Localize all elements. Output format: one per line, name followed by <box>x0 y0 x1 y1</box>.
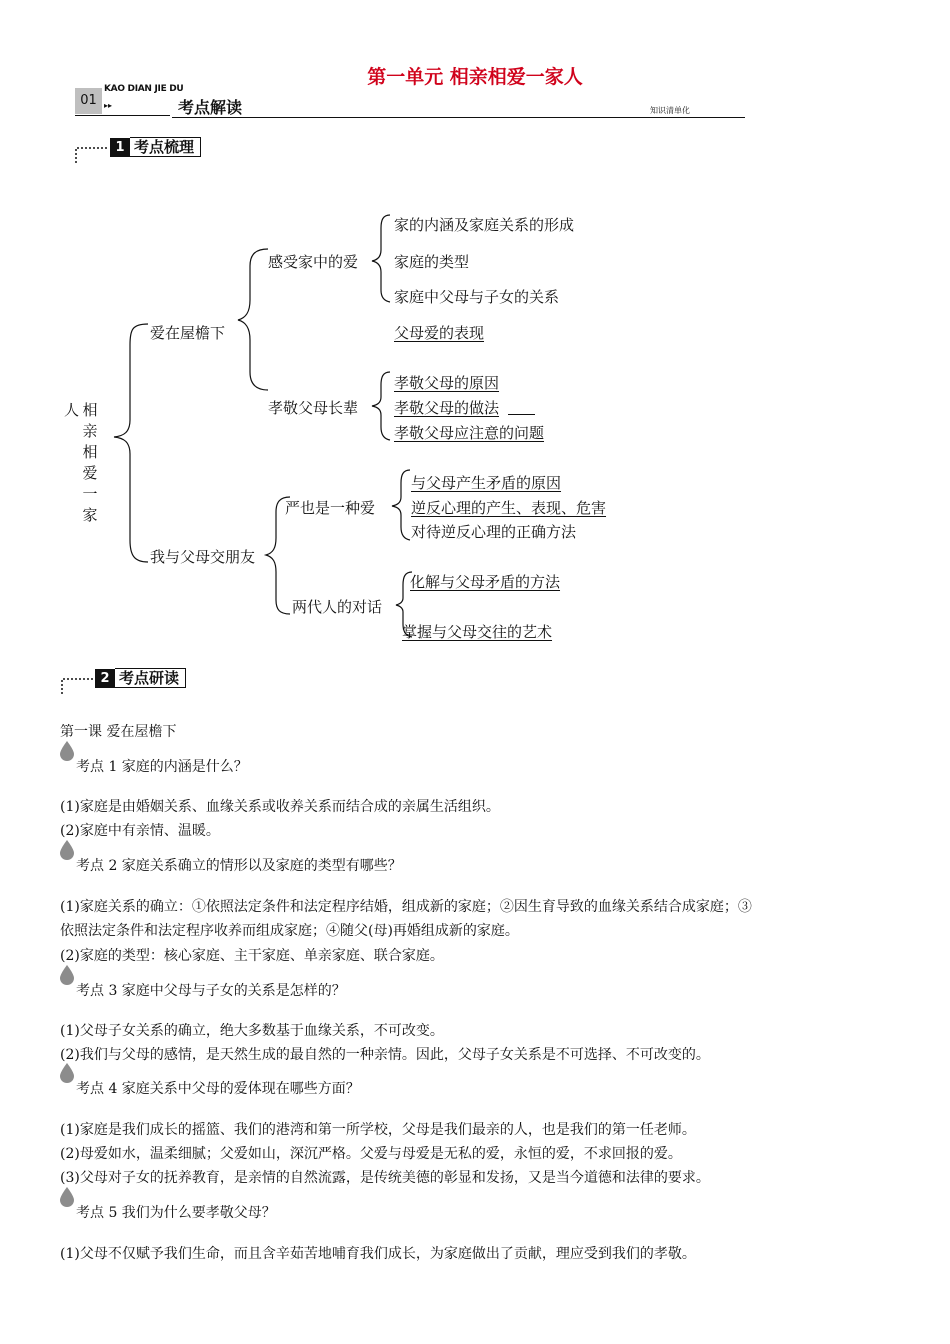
mindmap-leaf: 孝敬父母应注意的问题 <box>394 424 545 442</box>
mindmap-root-top: 人 <box>64 401 80 419</box>
point-answer-line: (1)家庭关系的确立：①依照法定条件和法定程序结婚，组成新的家庭；②因生育导致的血缘关系结合成家庭；③ <box>60 899 752 915</box>
mindmap-leaf: 逆反心理的产生、表现、危害 <box>411 499 607 517</box>
dotted-connector-icon <box>60 676 96 696</box>
mindmap-leaf: 化解与父母矛盾的方法 <box>410 573 561 591</box>
point-answer-line: 依照法定条件和法定程序收养而组成家庭；④随父(母)再婚组成新的家庭。 <box>60 923 519 939</box>
header-pinyin: KAO DIAN JIE DU <box>104 84 184 94</box>
waterdrop-icon <box>60 741 74 761</box>
page-title: 第一单元 相亲相爱一家人 <box>367 66 583 88</box>
section-label: 考点梳理 <box>130 137 201 157</box>
lesson-heading: 第一课 爱在屋檐下 <box>60 724 177 740</box>
section-number: 2 <box>95 669 115 688</box>
mindmap-leaf: 孝敬父母的做法 <box>394 399 500 417</box>
mindmap-branch-2-2: 两代人的对话 <box>292 598 383 616</box>
point-answer-line: (2)我们与父母的感情，是天然生成的最自然的一种亲情。因此，父母子女关系是不可选择、不可改变的。 <box>60 1047 710 1063</box>
point-question: 考点 4 家庭关系中父母的爱体现在哪些方面？ <box>76 1081 360 1097</box>
point-answer-line: (1)父母子女关系的确立，绝大多数基于血缘关系，不可改变。 <box>60 1023 444 1039</box>
header-number: 01 <box>75 88 102 114</box>
mindmap-leaf: 掌握与父母交往的艺术 <box>402 623 553 641</box>
mindmap-branch-1: 爱在屋檐下 <box>150 324 226 342</box>
header-title: 考点解读 <box>178 98 243 117</box>
mindmap-leaf: 孝敬父母的原因 <box>394 374 500 392</box>
point-answer-line: (2)母爱如水，温柔细腻；父爱如山，深沉严格。父爱与母爱是无私的爱，永恒的爱，不求回报的爱。 <box>60 1146 682 1162</box>
mindmap-leaf: 与父母产生矛盾的原因 <box>411 474 562 492</box>
section-number: 1 <box>110 138 130 157</box>
point-answer-line: (3)父母对子女的抚养教育，是亲情的自然流露，是传统美德的彰显和发扬，又是当今道德和法律的要求。 <box>60 1170 710 1186</box>
header-arrow-icon: ▸▸ <box>104 101 113 110</box>
waterdrop-icon <box>60 965 74 985</box>
point-question: 考点 1 家庭的内涵是什么？ <box>76 759 248 775</box>
waterdrop-icon <box>60 1063 74 1083</box>
point-question: 考点 3 家庭中父母与子女的关系是怎样的？ <box>76 983 346 999</box>
waterdrop-icon <box>60 840 74 860</box>
mindmap-root: 相亲相爱一家 <box>82 401 98 524</box>
waterdrop-icon <box>60 1187 74 1207</box>
mindmap-leaf: 对待逆反心理的正确方法 <box>411 523 577 541</box>
point-answer-line: (2)家庭中有亲情、温暖。 <box>60 823 220 839</box>
header-subtitle: 知识清单化 <box>650 106 690 115</box>
point-question: 考点 5 我们为什么要孝敬父母？ <box>76 1205 276 1221</box>
point-answer-line: (1)父母不仅赋予我们生命，而且含辛茹苦地哺育我们成长，为家庭做出了贡献，理应受到我们的孝敬。 <box>60 1246 696 1262</box>
mindmap-leaf: 父母爱的表现 <box>394 324 485 342</box>
mindmap-leaf: 家庭中父母与子女的关系 <box>394 288 560 306</box>
mindmap-leaf: 家庭的类型 <box>394 253 470 271</box>
mindmap-branch-1-1: 感受家中的爱 <box>268 253 359 271</box>
mindmap-leaf: 家的内涵及家庭关系的形成 <box>394 216 575 234</box>
mindmap-branch-2-1: 严也是一种爱 <box>285 499 376 517</box>
underline-blank <box>508 414 535 415</box>
point-answer-line: (1)家庭是我们成长的摇篮、我们的港湾和第一所学校，父母是我们最亲的人，也是我们的第一任老师。 <box>60 1122 696 1138</box>
point-question: 考点 2 家庭关系确立的情形以及家庭的类型有哪些？ <box>76 858 402 874</box>
point-answer-line: (2)家庭的类型：核心家庭、主干家庭、单亲家庭、联合家庭。 <box>60 948 444 964</box>
section-label: 考点研读 <box>115 668 186 688</box>
mindmap-branch-2: 我与父母交朋友 <box>150 548 256 566</box>
mindmap-branch-1-2: 孝敬父母长辈 <box>268 399 359 417</box>
point-answer-line: (1)家庭是由婚姻关系、血缘关系或收养关系而结合成的亲属生活组织。 <box>60 799 500 815</box>
section-badge-2 <box>95 668 186 688</box>
